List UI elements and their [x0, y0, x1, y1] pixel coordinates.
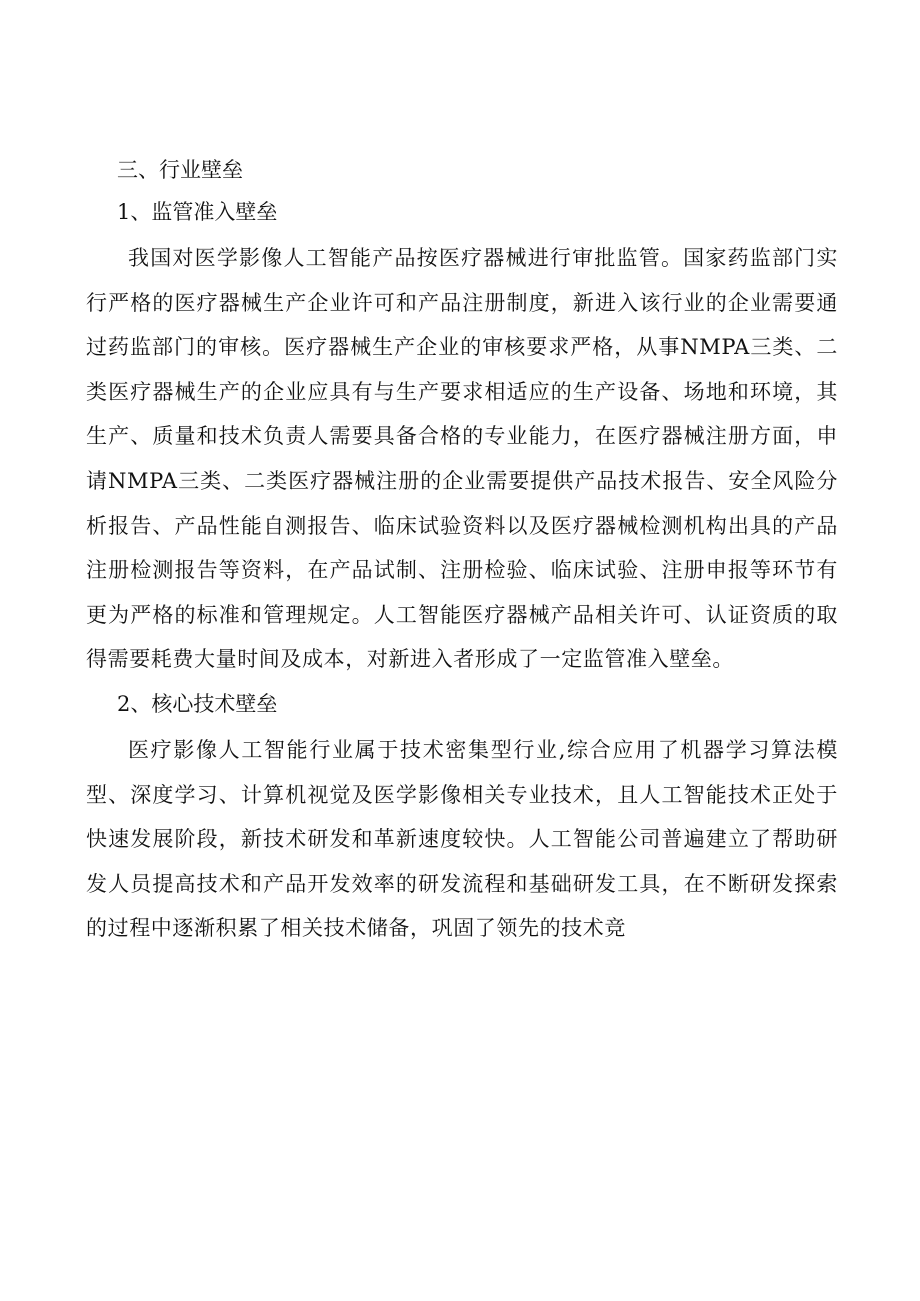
subsection-1-title: 1、监管准入壁垒 — [117, 200, 278, 224]
subsection-2-title: 2、核心技术壁垒 — [117, 691, 278, 716]
subsection-2-body: 医疗影像人工智能行业属于技术密集型行业,综合应用了机器学习算法模型、深度学习、计算机视觉及医学影像相关专业技术，且人工智能技术正处于快速发展阶段，新技术研发和革新速度较快。人工智能公司普遍建立了帮助研发人员提高技术和产品开发效率的研发流程和基础研发工具，在不断研发探索的过程中逐渐积累了相关技术储备，巩固了领先的技术竞 — [86, 737, 838, 941]
section-title: 三、行业壁垒 — [117, 158, 243, 182]
document-page — [86, 150, 838, 951]
subsection-1-body: 我国对医学影像人工智能产品按医疗器械进行审批监管。国家药监部门实行严格的医疗器械生产企业许可和产品注册制度，新进入该行业的企业需要通过药监部门的审核。医疗器械生产企业的审核要求严格，从事NMPA三类、二类医疗器械生产的企业应具有与生产要求相适应的生产设备、场地和环境，其生产、质量和技术负责人需要具备合格的专业能力，在医疗器械注册方面，申请NMPA三类、二类医疗器械注册的企业需要提供产品技术报告、安全风险分析报告、产品性能自测报告、临床试验资料以及医疗器械检测机构出具的产品注册检测报告等资料，在产品试制、注册检验、临床试验、注册申报等环节有更为严格的标准和管理规定。人工智能医疗器械产品相关许可、认证资质的取得需要耗费大量时间及成本，对新进入者形成了一定监管准入壁垒。 — [86, 246, 838, 672]
